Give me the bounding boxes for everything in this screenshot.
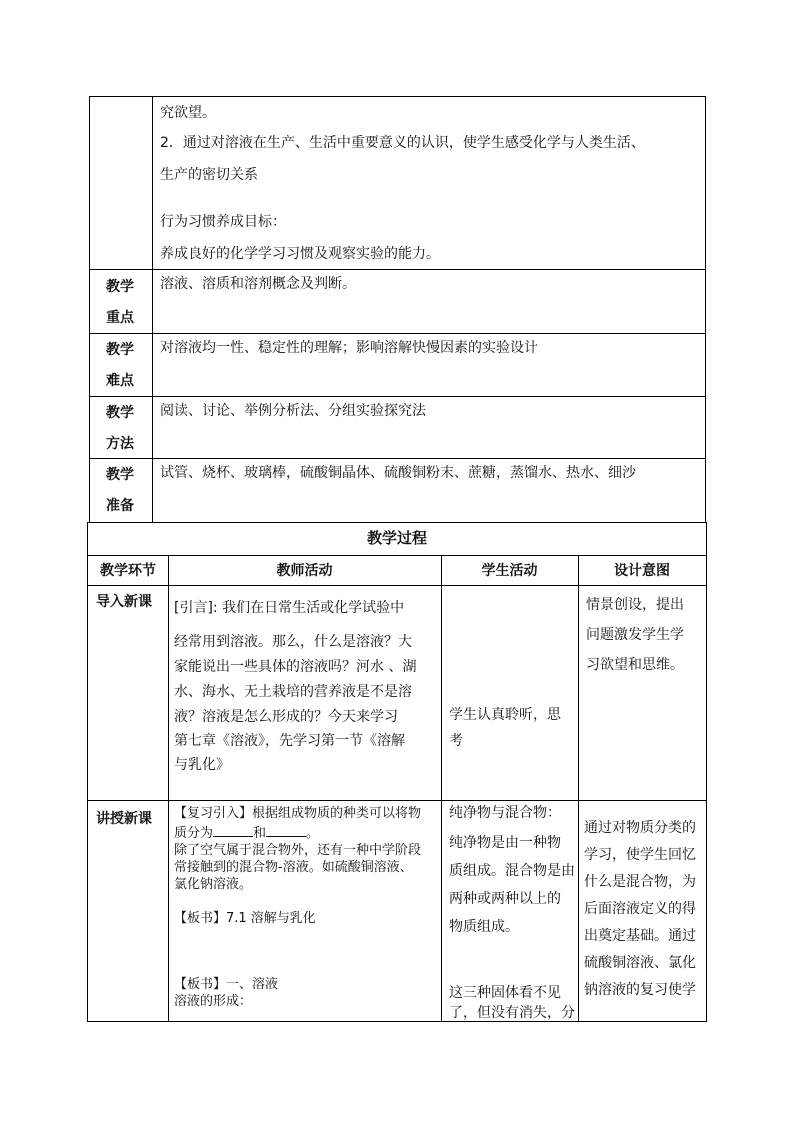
row-label-key-points: 重点 [106, 310, 134, 326]
intent-line: 出奠定基础。通过 [584, 928, 696, 944]
teacher-line: 家能说出一些具体的溶液吗？河水 、湖 [174, 659, 417, 675]
row-label-key-points: 教学 [106, 279, 134, 295]
text: 质分为 [174, 826, 214, 841]
row-label-methods: 教学 [106, 405, 134, 421]
row-label-difficulties: 难点 [106, 373, 134, 389]
table2-col-divider [578, 555, 579, 1022]
intent-line: 习欲望和思维。 [586, 657, 684, 673]
header-intent: 设计意图 [614, 563, 670, 579]
table1-col-divider [152, 96, 153, 522]
teacher-line: 第七章《溶液》，先学习第一节《溶解 [174, 733, 405, 749]
text: 和 [253, 826, 267, 841]
table2-col-divider [441, 555, 442, 1022]
header-student: 学生活动 [481, 563, 538, 579]
student-line: 考 [449, 733, 463, 749]
intent-line: 硫酸铜溶液、氯化 [584, 955, 696, 971]
student-line: 物质组成。 [449, 919, 519, 935]
table1-left-border [89, 96, 90, 522]
text: 。 [306, 826, 320, 841]
teacher-line: 【板书】7.1 溶解与乳化 [174, 911, 316, 926]
difficulties-content: 对溶液均一性、稳定性的理解；影响溶解快慢因素的实验设计 [160, 340, 538, 356]
teacher-line: 【板书】一、溶液 [174, 977, 279, 992]
teacher-line: 除了空气属于混合物外，还有一种中学阶段 [174, 843, 422, 858]
teacher-line: 常接触到的混合物-溶液。如硫酸铜溶液、 [174, 860, 413, 875]
table1-row-divider [89, 333, 705, 334]
table2-row-divider [87, 585, 706, 586]
table2-row-divider [87, 800, 706, 801]
goals-line: 究欲望。 [160, 105, 216, 121]
student-line: 质组成。混合物是由 [449, 863, 575, 879]
table1-row-divider [89, 269, 705, 270]
intent-line: 情景创设，提出 [586, 597, 684, 613]
student-line: 两种或两种以上的 [449, 891, 561, 907]
table2-top-border [87, 522, 706, 523]
stage-new-lesson: 讲授新课 [96, 811, 152, 827]
table1-right-border [705, 96, 706, 522]
header-stage: 教学环节 [100, 563, 156, 579]
table2-bottom-border [87, 1021, 706, 1022]
intent-line: 钠溶液的复习使学 [584, 982, 696, 998]
teacher-line: 氯化钠溶液。 [174, 877, 253, 892]
teacher-line: [引言]: 我们在日常生活或化学试验中 [174, 600, 405, 616]
row-label-methods: 方法 [106, 436, 134, 452]
intent-line: 后面溶液定义的得 [584, 901, 696, 917]
stage-intro: 导入新课 [96, 594, 152, 610]
student-line: 了，但没有消失，分 [449, 1005, 575, 1021]
table1-top-border [89, 96, 705, 97]
preparation-content: 试管、烧杯、玻璃棒，硫酸铜晶体、硫酸铜粉末、蔗糖，蒸馏水、热水、细沙 [160, 465, 636, 481]
blank-line [266, 824, 306, 837]
row-label-difficulties: 教学 [106, 342, 134, 358]
student-line: 学生认真聆听，思 [449, 707, 561, 723]
teacher-line: 与乳化》 [174, 757, 230, 773]
goals-line: 行为习惯养成目标： [160, 214, 286, 230]
student-line: 纯净物是由一种物 [449, 835, 561, 851]
teacher-line: 【复习引入】根据组成物质的种类可以将物 [174, 806, 422, 821]
table1-row-divider [89, 458, 705, 459]
header-teacher: 教师活动 [276, 563, 333, 579]
intent-line: 通过对物质分类的 [584, 820, 696, 836]
teacher-line: 经常用到溶液。那么，什么是溶液？大 [174, 634, 412, 650]
intent-line: 学习，使学生回忆 [584, 847, 696, 863]
process-title: 教学过程 [366, 529, 427, 547]
table2-left-border [87, 522, 88, 1022]
intent-line: 问题激发学生学 [586, 627, 684, 643]
table2-row-divider [87, 555, 706, 556]
key-points-content: 溶液、溶质和溶剂概念及判断。 [160, 276, 356, 292]
intent-line: 什么是混合物，为 [584, 874, 696, 890]
table1-row-divider [89, 396, 705, 397]
blank-line [213, 824, 253, 837]
fill-blank-sentence [174, 824, 319, 841]
goals-line: 养成良好的化学学习习惯及观察实验的能力。 [160, 246, 440, 262]
student-line: 纯净物与混合物： [449, 805, 561, 821]
table2-right-border [706, 522, 707, 1022]
goals-line: 2．通过对溶液在生产、生活中重要意义的认识，使学生感受化学与人类生活、 [160, 135, 645, 151]
methods-content: 阅读、讨论、举例分析法、分组实验探究法 [160, 403, 426, 419]
teacher-line: 水、海水、无土栽培的营养液是不是溶 [174, 684, 412, 700]
row-label-preparation: 教学 [106, 467, 134, 483]
teacher-line: 液？溶液是怎么形成的？今天来学习 [174, 709, 398, 725]
teacher-line: 溶液的形成： [174, 994, 253, 1009]
table2-col-divider [168, 555, 169, 1022]
goals-line: 生产的密切关系 [160, 167, 258, 183]
student-line: 这三种固体看不见 [449, 985, 561, 1001]
row-label-preparation: 准备 [106, 498, 134, 514]
